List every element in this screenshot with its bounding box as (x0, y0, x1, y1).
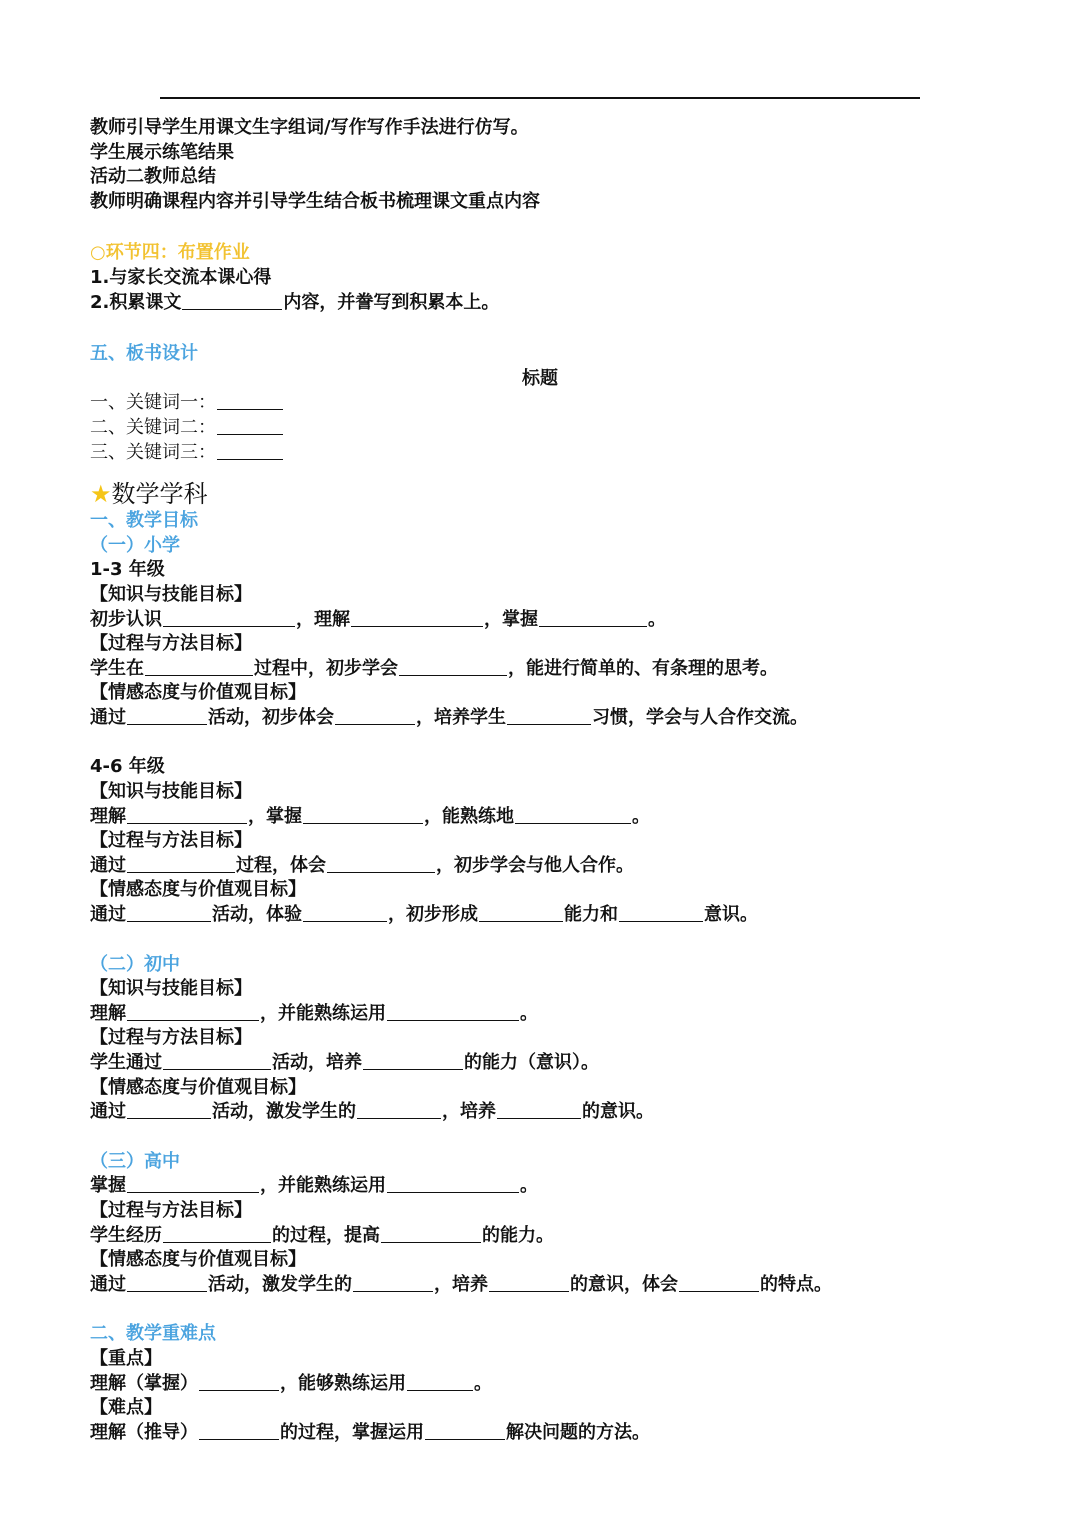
text-segment: 。 (632, 805, 650, 827)
primary-school-heading: （一）小学 (90, 534, 180, 556)
spacer (90, 214, 990, 241)
text-segment: ，培养 (434, 1273, 488, 1295)
blank-field (199, 1372, 279, 1391)
board-design-heading: 五、板书设计 (90, 343, 198, 365)
text-segment: ，初步学会与他人合作。 (436, 854, 634, 876)
blank-field (363, 1051, 463, 1070)
text-segment: 的意识。 (582, 1101, 654, 1123)
intro-line-3: 活动二教师总结 (90, 166, 216, 188)
blank-field (515, 805, 631, 824)
tag-process: 【过程与方法目标】 (90, 830, 252, 852)
g13-knowledge-line (90, 608, 990, 633)
text-segment: ，培养学生 (416, 706, 506, 728)
blank-field (127, 1174, 259, 1193)
key-point-line (90, 1372, 990, 1397)
blank-field (145, 657, 253, 676)
grade-1-3-suffix: 年级 (122, 559, 165, 581)
blank-field (217, 391, 283, 410)
tag-emotion: 【情感态度与价值观目标】 (90, 879, 306, 901)
grade-4-6-label (90, 755, 990, 780)
homework-heading: ○环节四：布置作业 (90, 242, 250, 264)
blank-field (381, 1224, 481, 1243)
difficult-point-line (90, 1421, 990, 1446)
mid-knowledge-line (90, 1002, 990, 1027)
text-segment: 理解 (90, 1002, 126, 1024)
text-segment: 通过 (90, 706, 126, 728)
text-segment: 活动，激发学生的 (208, 1273, 352, 1295)
homework-item-1-number: 1. (90, 266, 110, 288)
text-segment: ，培养 (442, 1101, 496, 1123)
tag-process: 【过程与方法目标】 (90, 1027, 252, 1049)
text-segment: ，理解 (296, 608, 350, 630)
blank-field (163, 1051, 271, 1070)
math-subject-label: 数学学科 (111, 480, 208, 509)
homework-item-1 (90, 266, 990, 291)
tag-emotion: 【情感态度与价值观目标】 (90, 682, 306, 704)
text-segment: 活动，体验 (212, 904, 302, 926)
blank-field (127, 1100, 211, 1119)
grade-4-6-number: 4-6 (90, 756, 123, 778)
board-keyword-2 (90, 416, 990, 441)
g46-knowledge-line (90, 805, 990, 830)
blank-field (199, 1421, 279, 1440)
text-segment: 。 (520, 1175, 538, 1197)
blank-field (387, 1002, 519, 1021)
spacer (90, 465, 990, 479)
tag-emotion: 【情感态度与价值观目标】 (90, 1076, 306, 1098)
mid-process-line (90, 1051, 990, 1076)
board-keyword-1 (90, 391, 990, 416)
blank-field (182, 291, 282, 310)
text-segment: 。 (520, 1002, 538, 1024)
header-rule (160, 97, 920, 99)
homework-item-2-text-b: 内容，并誊写到积累本上。 (283, 291, 500, 313)
blank-field (217, 441, 283, 460)
homework-item-2 (90, 291, 990, 316)
text-segment: 活动，激发学生的 (212, 1101, 356, 1123)
text-segment: 的能力。 (482, 1224, 554, 1246)
blank-field (127, 706, 207, 725)
high-school-heading: （三）高中 (90, 1150, 180, 1172)
blank-field (351, 608, 483, 627)
star-icon: ★ (90, 480, 112, 509)
text-segment: ，能熟练地 (424, 805, 514, 827)
text-segment: 解决问题的方法。 (506, 1421, 650, 1443)
middle-school-heading: （二）初中 (90, 953, 180, 975)
blank-field (507, 706, 591, 725)
document-body (90, 116, 990, 1445)
text-segment: 活动，培养 (272, 1052, 362, 1073)
text-segment: 过程中，初步学会 (254, 657, 398, 679)
blank-field (127, 1002, 259, 1021)
homework-item-2-text-a: 积累课文 (109, 291, 182, 313)
board-keyword-1-label: 一、关键词一： (90, 392, 216, 414)
grade-1-3-number: 1-3 (90, 559, 123, 581)
text-segment: 理解（掌握） (90, 1372, 198, 1394)
grade-4-6-suffix: 年级 (122, 756, 165, 778)
tag-process: 【过程与方法目标】 (90, 1199, 252, 1221)
text-segment: 过程，体会 (236, 854, 326, 876)
text-segment: 的特点。 (760, 1273, 832, 1295)
tag-knowledge: 【知识与技能目标】 (90, 978, 252, 1000)
blank-field (127, 854, 235, 873)
tag-knowledge: 【知识与技能目标】 (90, 781, 252, 803)
blank-field (163, 1224, 271, 1243)
text-segment: 能力和 (564, 904, 618, 926)
tag-knowledge: 【知识与技能目标】 (90, 583, 252, 605)
blank-field (399, 657, 507, 676)
text-segment: 掌握 (90, 1175, 126, 1197)
grade-1-3-label (90, 558, 990, 583)
text-segment: ，掌握 (248, 805, 302, 827)
spacer (90, 1297, 990, 1322)
text-segment: ，掌握 (484, 608, 538, 630)
high-knowledge-line (90, 1174, 990, 1199)
g46-emotion-line (90, 903, 990, 928)
blank-field (357, 1100, 441, 1119)
tag-process: 【过程与方法目标】 (90, 633, 252, 655)
text-segment: ，能进行简单的、有条理的思考。 (508, 657, 778, 679)
board-keyword-3-label: 三、关键词三： (90, 441, 216, 463)
text-segment: 通过 (90, 1273, 126, 1295)
high-emotion-line (90, 1273, 990, 1298)
text-segment: 学生在 (90, 657, 144, 679)
text-segment: 。 (474, 1372, 492, 1394)
homework-item-1-text: 与家长交流本课心得 (109, 266, 272, 288)
blank-field (679, 1273, 759, 1292)
text-segment: 活动，初步体会 (208, 706, 334, 728)
text-segment: ，并能熟练运用 (260, 1002, 386, 1024)
spacer (90, 928, 990, 953)
text-segment: 初步认识 (90, 608, 162, 630)
text-segment: 意识。 (704, 904, 758, 926)
blank-field (539, 608, 647, 627)
text-segment: 。 (648, 608, 666, 630)
text-segment: 理解（推导） (90, 1421, 198, 1443)
blank-field (353, 1273, 433, 1292)
text-segment: ，初步形成 (388, 904, 478, 926)
text-segment: 学生通过 (90, 1052, 162, 1073)
text-segment: 通过 (90, 1101, 126, 1123)
blank-field (619, 903, 703, 922)
blank-field (489, 1273, 569, 1292)
text-segment: ，并能熟练运用 (260, 1175, 386, 1197)
blank-field (335, 706, 415, 725)
text-segment: 通过 (90, 854, 126, 876)
text-segment: 学生经历 (90, 1224, 162, 1246)
blank-field (163, 608, 295, 627)
blank-field (127, 903, 211, 922)
tag-emotion: 【情感态度与价值观目标】 (90, 1249, 306, 1271)
blank-field (217, 416, 283, 435)
math-subject-title (90, 479, 990, 509)
high-process-line (90, 1224, 990, 1249)
text-segment: 通过 (90, 904, 126, 926)
blank-field (327, 854, 435, 873)
g13-process-line (90, 657, 990, 682)
blank-field (387, 1174, 519, 1193)
blank-field (303, 903, 387, 922)
tag-difficult: 【难点】 (90, 1397, 162, 1419)
text-segment: 的过程，提高 (272, 1224, 380, 1246)
blank-field (479, 903, 563, 922)
blank-field (303, 805, 423, 824)
spacer (90, 730, 990, 755)
key-points-heading: 二、教学重难点 (90, 1323, 216, 1345)
text-segment: 理解 (90, 805, 126, 827)
intro-line-1: 教师引导学生用课文生字组词/写作写作手法进行仿写。 (90, 117, 529, 138)
mid-emotion-line (90, 1100, 990, 1125)
intro-line-2: 学生展示练笔结果 (90, 141, 234, 163)
g46-process-line (90, 854, 990, 879)
board-keyword-2-label: 二、关键词二： (90, 416, 216, 438)
text-segment: 的能力（意识）。 (464, 1052, 599, 1073)
blank-field (497, 1100, 581, 1119)
board-keyword-3 (90, 441, 990, 466)
blank-field (127, 805, 247, 824)
homework-item-2-number: 2. (90, 291, 110, 313)
text-segment: 习惯，学会与人合作交流。 (592, 706, 808, 728)
g13-emotion-line (90, 706, 990, 731)
spacer (90, 315, 990, 342)
tag-key: 【重点】 (90, 1347, 162, 1369)
blank-field (407, 1372, 473, 1391)
spacer (90, 1125, 990, 1150)
text-segment: ，能够熟练运用 (280, 1372, 406, 1394)
intro-line-4: 教师明确课程内容并引导学生结合板书梳理课文重点内容 (90, 190, 540, 212)
blank-field (425, 1421, 505, 1440)
text-segment: 的意识，体会 (570, 1273, 678, 1295)
board-title: 标题 (522, 367, 558, 389)
blank-field (127, 1273, 207, 1292)
teaching-goals-heading: 一、教学目标 (90, 510, 198, 532)
text-segment: 的过程，掌握运用 (280, 1421, 424, 1443)
